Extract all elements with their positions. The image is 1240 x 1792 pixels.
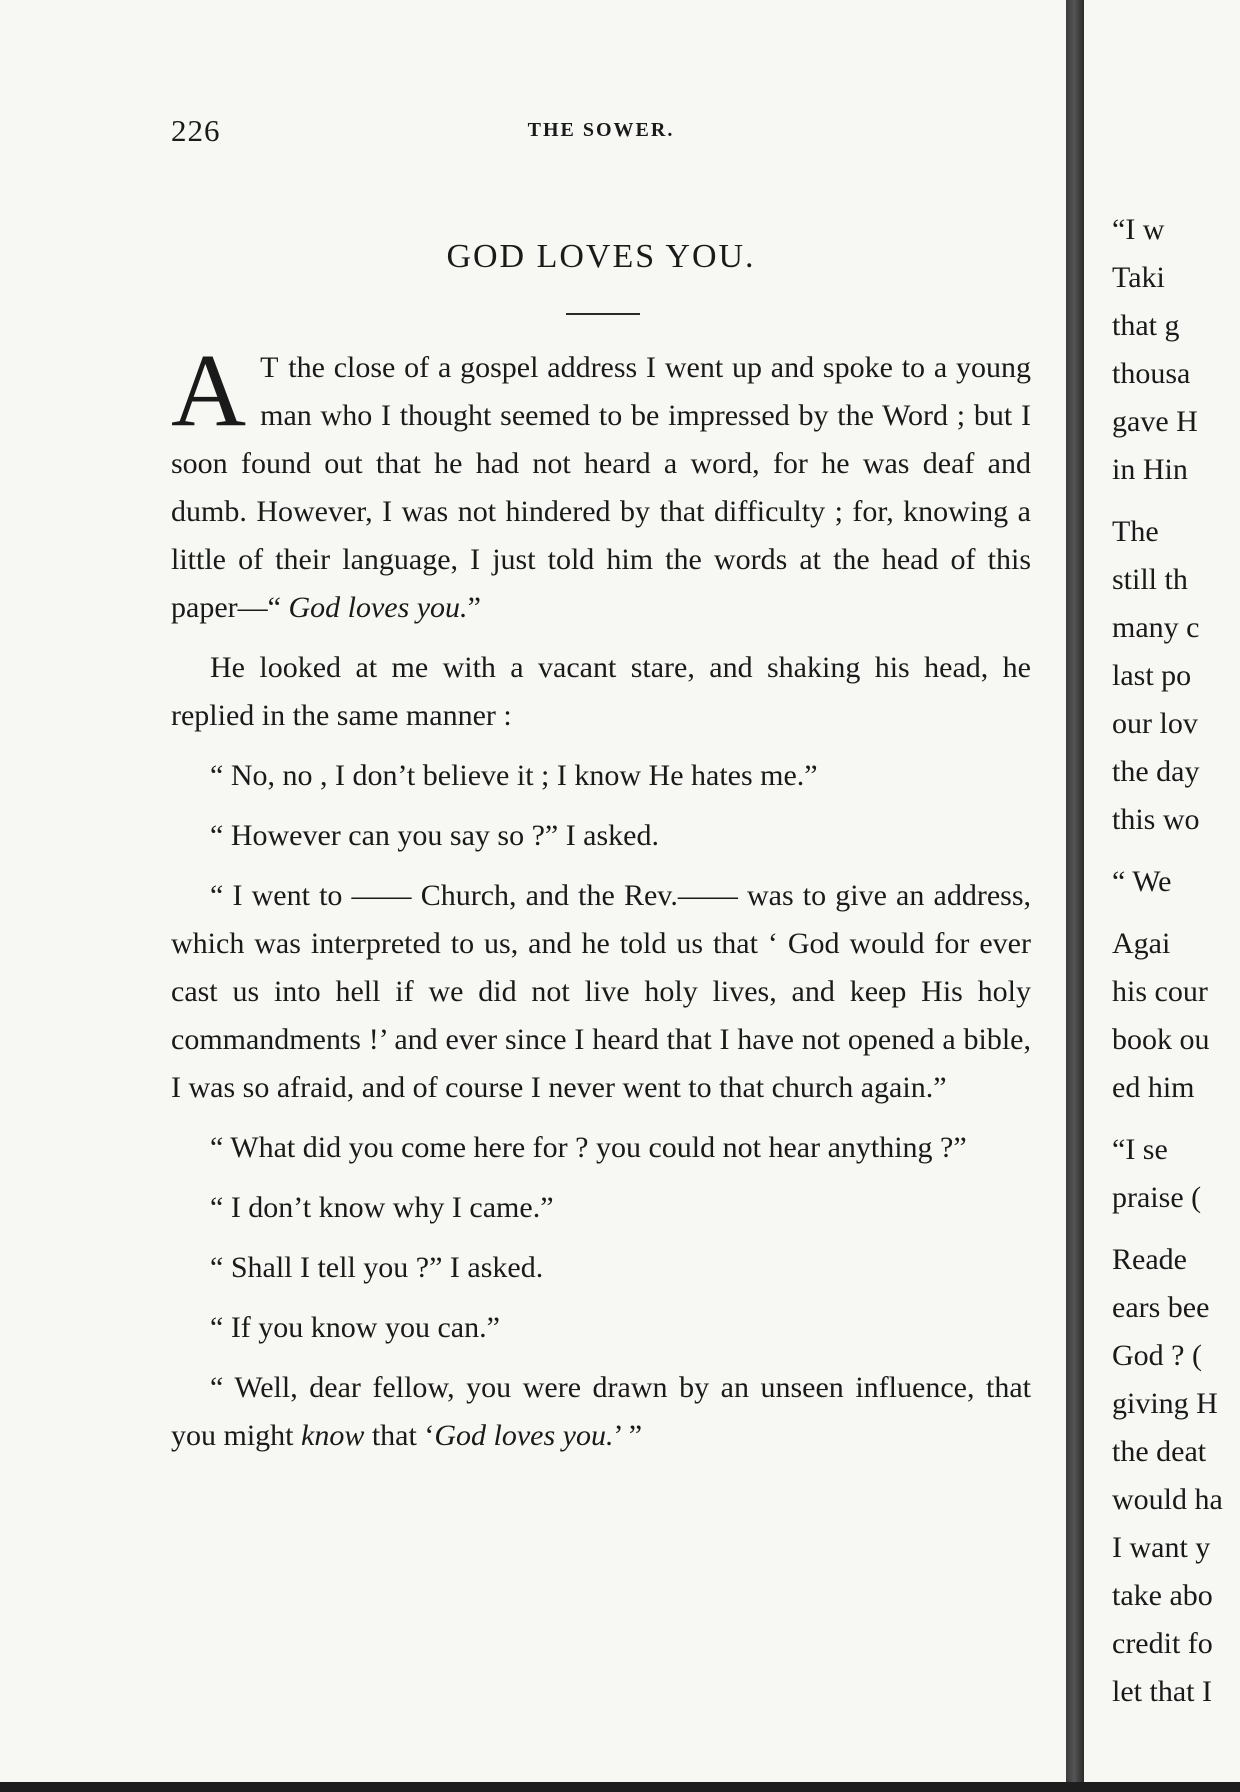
next-page-line: ears bee xyxy=(1112,1291,1210,1324)
next-page-line: gave H xyxy=(1112,405,1198,438)
next-page-line: giving H xyxy=(1112,1387,1218,1420)
paragraph xyxy=(171,1364,1031,1460)
next-page-line: in Hin xyxy=(1112,453,1188,486)
next-page-line: God ? ( xyxy=(1112,1339,1202,1372)
paragraph xyxy=(171,333,1031,632)
next-page-line: our lov xyxy=(1112,707,1198,740)
next-page-line: “I se xyxy=(1112,1133,1168,1166)
paragraph: “ What did you come here for ? you could not hear anything ?” xyxy=(210,1131,967,1164)
italic-phrase: God loves you. xyxy=(288,591,468,624)
paragraph-gap xyxy=(1112,1222,1240,1236)
closing-quote: ” xyxy=(467,591,481,624)
paragraph-text: “ Well, dear fellow, you were drawn by an unseen influence, that you might xyxy=(171,1371,1031,1452)
scan-edge xyxy=(0,1782,1240,1792)
paragraph-text: the close of a gospel address I went up and spoke to a young man who I thought seemed to be impressed by the Word ; but I soon found out that he had not heard a word, for he was deaf and dumb. However, I was not hindered by that difficulty ; for, knowing a little of their language, I just told him the words at the head of this paper—“ xyxy=(171,351,1031,624)
drop-cap: A xyxy=(171,333,247,448)
paragraph-gap xyxy=(1112,494,1240,508)
next-page-line: last po xyxy=(1112,659,1192,692)
next-page-line: book ou xyxy=(1112,1023,1210,1056)
running-title: THE SOWER. xyxy=(527,119,675,141)
paragraph: “ I don’t know why I came.” xyxy=(210,1191,554,1224)
page-number: 226 xyxy=(171,113,221,148)
closing-quote: ’ ” xyxy=(613,1419,643,1452)
next-page-line: Agai xyxy=(1112,927,1171,960)
next-page-line: I want y xyxy=(1112,1531,1211,1564)
lead-letter: T xyxy=(260,351,280,384)
next-page-line: thousa xyxy=(1112,357,1191,390)
next-page-line: ed him xyxy=(1112,1071,1195,1104)
paragraph: “ If you know you can.” xyxy=(210,1311,500,1344)
paragraph: “ However can you say so ?” I asked. xyxy=(210,819,659,852)
paragraph: “ I went to —— Church, and the Rev.—— was to give an address, which was interpreted to us, and he told us that ‘ God would for ever cast us into hell if we did not live holy lives, and keep His holy commandments !’ and ever since I heard that I have not opened a bible, I was so afraid, and of course I never went to that church again.” xyxy=(171,879,1031,1104)
next-page-line: this wo xyxy=(1112,803,1200,836)
next-page-line: take abo xyxy=(1112,1579,1213,1612)
next-page-line: many c xyxy=(1112,611,1200,644)
next-page-line: The xyxy=(1112,515,1159,548)
page-header xyxy=(171,113,1031,153)
italic-word: know xyxy=(301,1419,365,1452)
paragraph-gap xyxy=(1112,844,1240,858)
next-page-line: let that I xyxy=(1112,1675,1212,1708)
book-spine xyxy=(1066,0,1084,1782)
next-page-line: still th xyxy=(1112,563,1188,596)
next-page-line: “ We xyxy=(1112,865,1172,898)
next-page-line: the deat xyxy=(1112,1435,1207,1468)
next-page-line: the day xyxy=(1112,755,1200,788)
article-body xyxy=(171,333,1031,1472)
article-title: GOD LOVES YOU. xyxy=(446,238,756,275)
paragraph: “ Shall I tell you ?” I asked. xyxy=(210,1251,544,1284)
next-page-line: that g xyxy=(1112,309,1180,342)
paragraph-gap xyxy=(1112,906,1240,920)
next-page-line: credit fo xyxy=(1112,1627,1213,1660)
paragraph-text: that ‘ xyxy=(364,1419,435,1452)
paragraph: “ No, no , I don’t believe it ; I know He hates me.” xyxy=(210,759,818,792)
book-page-right-partial xyxy=(1084,0,1240,1782)
next-page-line: Taki xyxy=(1112,261,1165,294)
next-page-text xyxy=(1112,206,1240,1716)
italic-phrase: God loves you. xyxy=(434,1419,614,1452)
paragraph-gap xyxy=(1112,1112,1240,1126)
next-page-line: Reade xyxy=(1112,1243,1187,1276)
paragraph: He looked at me with a vacant stare, and shaking his head, he replied in the same manner : xyxy=(171,651,1031,732)
next-page-line: his cour xyxy=(1112,975,1208,1008)
title-divider xyxy=(566,313,640,315)
next-page-line: would ha xyxy=(1112,1483,1223,1516)
next-page-line: “I w xyxy=(1112,213,1165,246)
next-page-line: praise ( xyxy=(1112,1181,1202,1214)
